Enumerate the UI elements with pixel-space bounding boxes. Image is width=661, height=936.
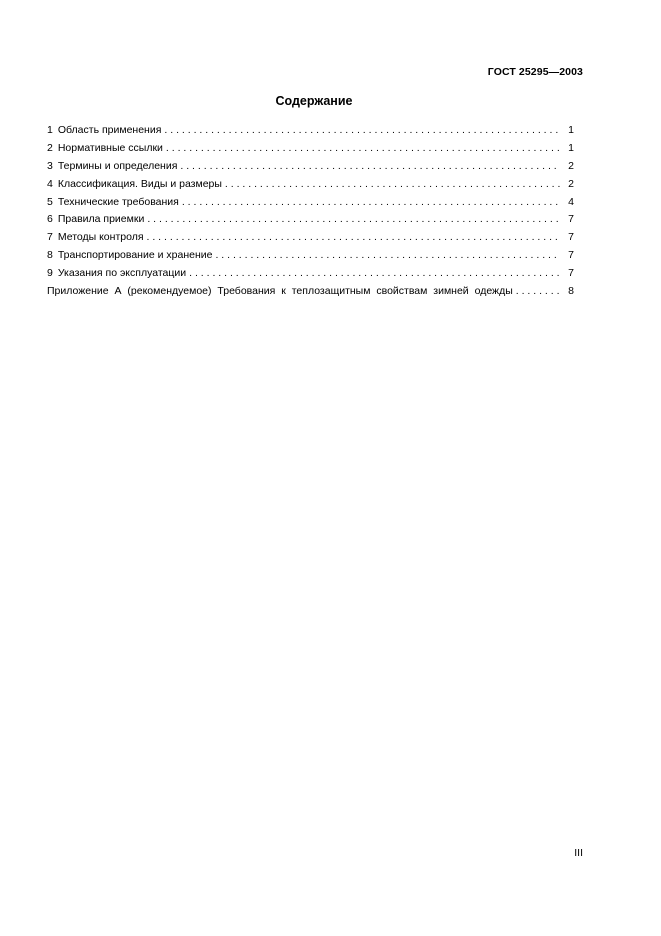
toc-item-title: Правила приемки [57,213,145,226]
toc-leader-dots [161,122,560,140]
toc-item[interactable] [47,140,574,158]
toc-item-number: 6 [47,213,53,226]
toc-item-page: 2 [568,177,574,190]
toc-leader-dots [179,194,560,212]
toc-item[interactable] [47,211,574,229]
toc-item-number: 8 [47,249,53,262]
toc-item-title: Нормативные ссылки [57,141,163,154]
toc-item-number: 9 [47,267,53,280]
toc-item-page: 4 [568,195,574,208]
toc-item-number: 2 [47,141,53,154]
toc-item-page: 7 [568,267,574,280]
toc-item-number: 1 [47,124,53,136]
toc-leader-dots [186,265,560,283]
toc-item-title: Транспортирование и хранение [57,249,213,262]
toc-item-page: 1 [568,124,574,136]
toc-item[interactable] [47,265,574,283]
toc-item-page: 2 [568,159,574,172]
toc-title: Содержание [275,94,353,108]
table-of-contents [47,122,574,301]
toc-item-number: 3 [47,159,53,172]
page-number: III [574,847,583,859]
toc-leader-dots [163,140,560,158]
toc-leader-dots [222,176,560,194]
toc-appendix-item[interactable] [47,283,574,301]
toc-item-page: 8 [568,285,574,298]
toc-leader-dots [513,283,560,301]
toc-leader-dots [212,247,560,265]
toc-item[interactable] [47,122,574,140]
toc-item-title: Область применения [57,124,162,136]
toc-item[interactable] [47,229,574,247]
toc-item[interactable] [47,247,574,265]
document-code: ГОСТ 25295—2003 [487,66,583,78]
toc-appendix-title: Приложение А (рекомендуемое) Требования к теплозащитным свойствам зимней одежды [47,285,513,298]
toc-item-page: 7 [568,213,574,226]
toc-item-number: 4 [47,177,53,190]
toc-item[interactable] [47,176,574,194]
toc-item-number: 5 [47,195,53,208]
toc-item-page: 1 [568,141,574,154]
toc-item-title: Указания по эксплуатации [57,267,187,280]
toc-item-page: 7 [568,231,574,244]
toc-leader-dots [177,158,560,176]
toc-item-number: 7 [47,231,53,244]
toc-leader-dots [144,211,560,229]
toc-item-title: Методы контроля [57,231,144,244]
toc-item-title: Технические требования [57,195,179,208]
toc-item-title: Термины и определения [57,159,178,172]
toc-item[interactable] [47,194,574,212]
toc-leader-dots [144,229,560,247]
toc-item-title: Классификация. Виды и размеры [57,177,222,190]
toc-item-page: 7 [568,249,574,262]
toc-item[interactable] [47,158,574,176]
